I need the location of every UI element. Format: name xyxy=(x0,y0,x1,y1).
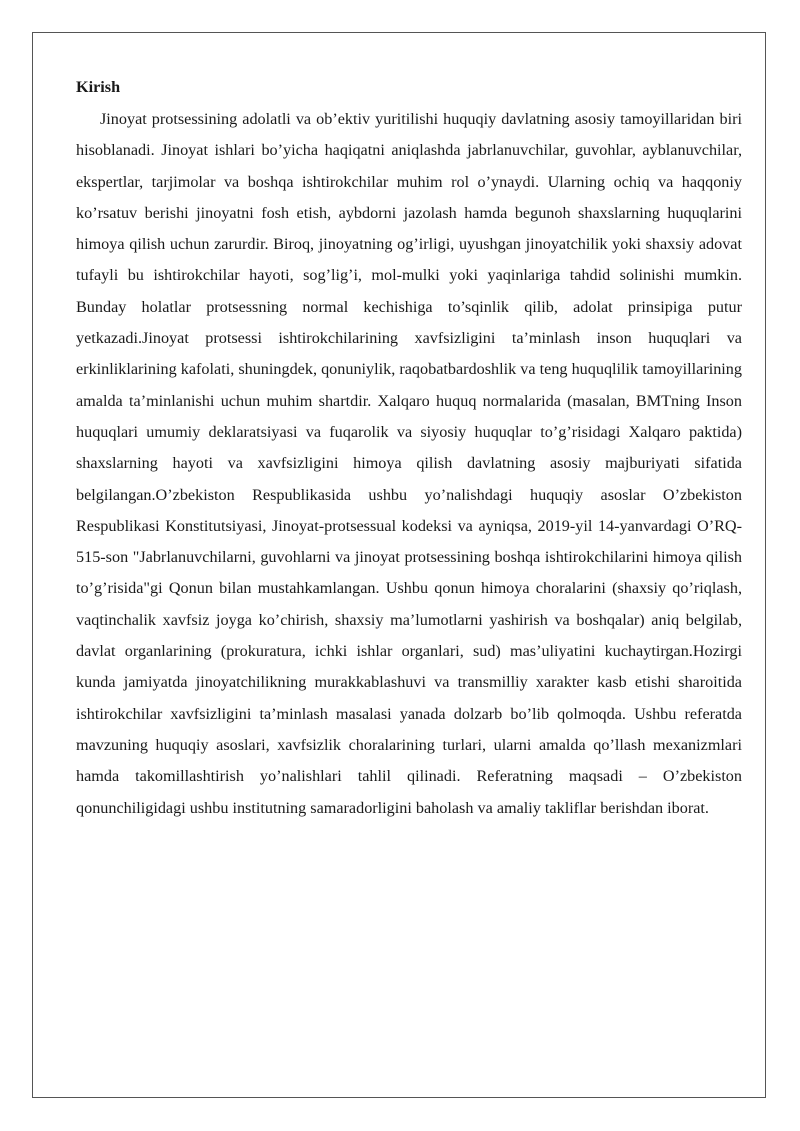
body-paragraph: Jinoyat protsessining adolatli va ob’ektiv yuritilishi huquqiy davlatning asosiy tamoyillaridan biri hisoblanadi. Jinoyat ishlari bo’yicha haqiqatni aniqlashda jabrlanuvchilar, guvohlar, ayblanuvchilar, ekspertlar, tarjimolar va boshqa ishtirokchilar muhim rol o’ynaydi. Ularning ochiq va haqqoniy ko’rsatuv berishi jinoyatni fosh etish, aybdorni jazolash hamda begunoh shaxslarning huquqlarini himoya qilish uchun zarurdir. Biroq, jinoyatning og’irligi, uyushgan jinoyatchilik yoki shaxsiy adovat tufayli bu ishtirokchilar hayoti, sog’lig’i, mol-mulki yoki yaqinlariga tahdid solinishi mumkin. Bunday holatlar protsessning normal kechishiga to’sqinlik qilib, adolat prinsipiga putur yetkazadi.Jinoyat protsessi ishtirokchilarining xavfsizligini ta’minlash inson huquqlari va erkinliklarining kafolati, shuningdek, qonuniylik, raqobatbardoshlik va teng huquqlilik tamoyillarining amalda ta’minlanishi uchun muhim shartdir. Xalqaro huquq normalarida (masalan, BMTning Inson huquqlari umumiy deklaratsiyasi va fuqarolik va siyosiy huquqlar to’g’risidagi Xalqaro paktida) shaxslarning hayoti va xavfsizligini himoya qilish davlatning asosiy majburiyati sifatida belgilangan.O’zbekiston Respublikasida ushbu yo’nalishdagi huquqiy asoslar O’zbekiston Respublikasi Konstitutsiyasi, Jinoyat-protsessual kodeksi va ayniqsa, 2019-yil 14-yanvardagi O’RQ-515-son "Jabrlanuvchilarni, guvohlarni va jinoyat protsessining boshqa ishtirokchilarini himoya qilish to’g’risida"gi Qonun bilan mustahkamlangan. Ushbu qonun himoya choralarini (shaxsiy qo’riqlash, vaqtinchalik xavfsiz joyga ko’chirish, shaxsiy ma’lumotlarni yashirish va boshqalar) aniq belgilab, davlat organlarining (prokuratura, ichki ishlar organlari, sud) mas’uliyatini kuchaytirgan.Hozirgi kunda jamiyatda jinoyatchilikning murakkablashuvi va transmilliy xarakter kasb etishi sharoitida ishtirokchilar xavfsizligini ta’minlash masalasi yanada dolzarb bo’lib qolmoqda. Ushbu referatda mavzuning huquqiy asoslari, xavfsizlik choralarining turlari, ularni amalda qo’llash mexanizmlari hamda takomillashtirish yo’nalishlari tahlil qilinadi. Referatning maqsadi – O’zbekiston qonunchiligidagi ushbu institutning samaradorligini baholash va amaliy takliflar berishdan iborat. xyxy=(76,110,742,817)
section-heading: Kirish xyxy=(76,78,121,96)
document-content xyxy=(76,74,742,824)
